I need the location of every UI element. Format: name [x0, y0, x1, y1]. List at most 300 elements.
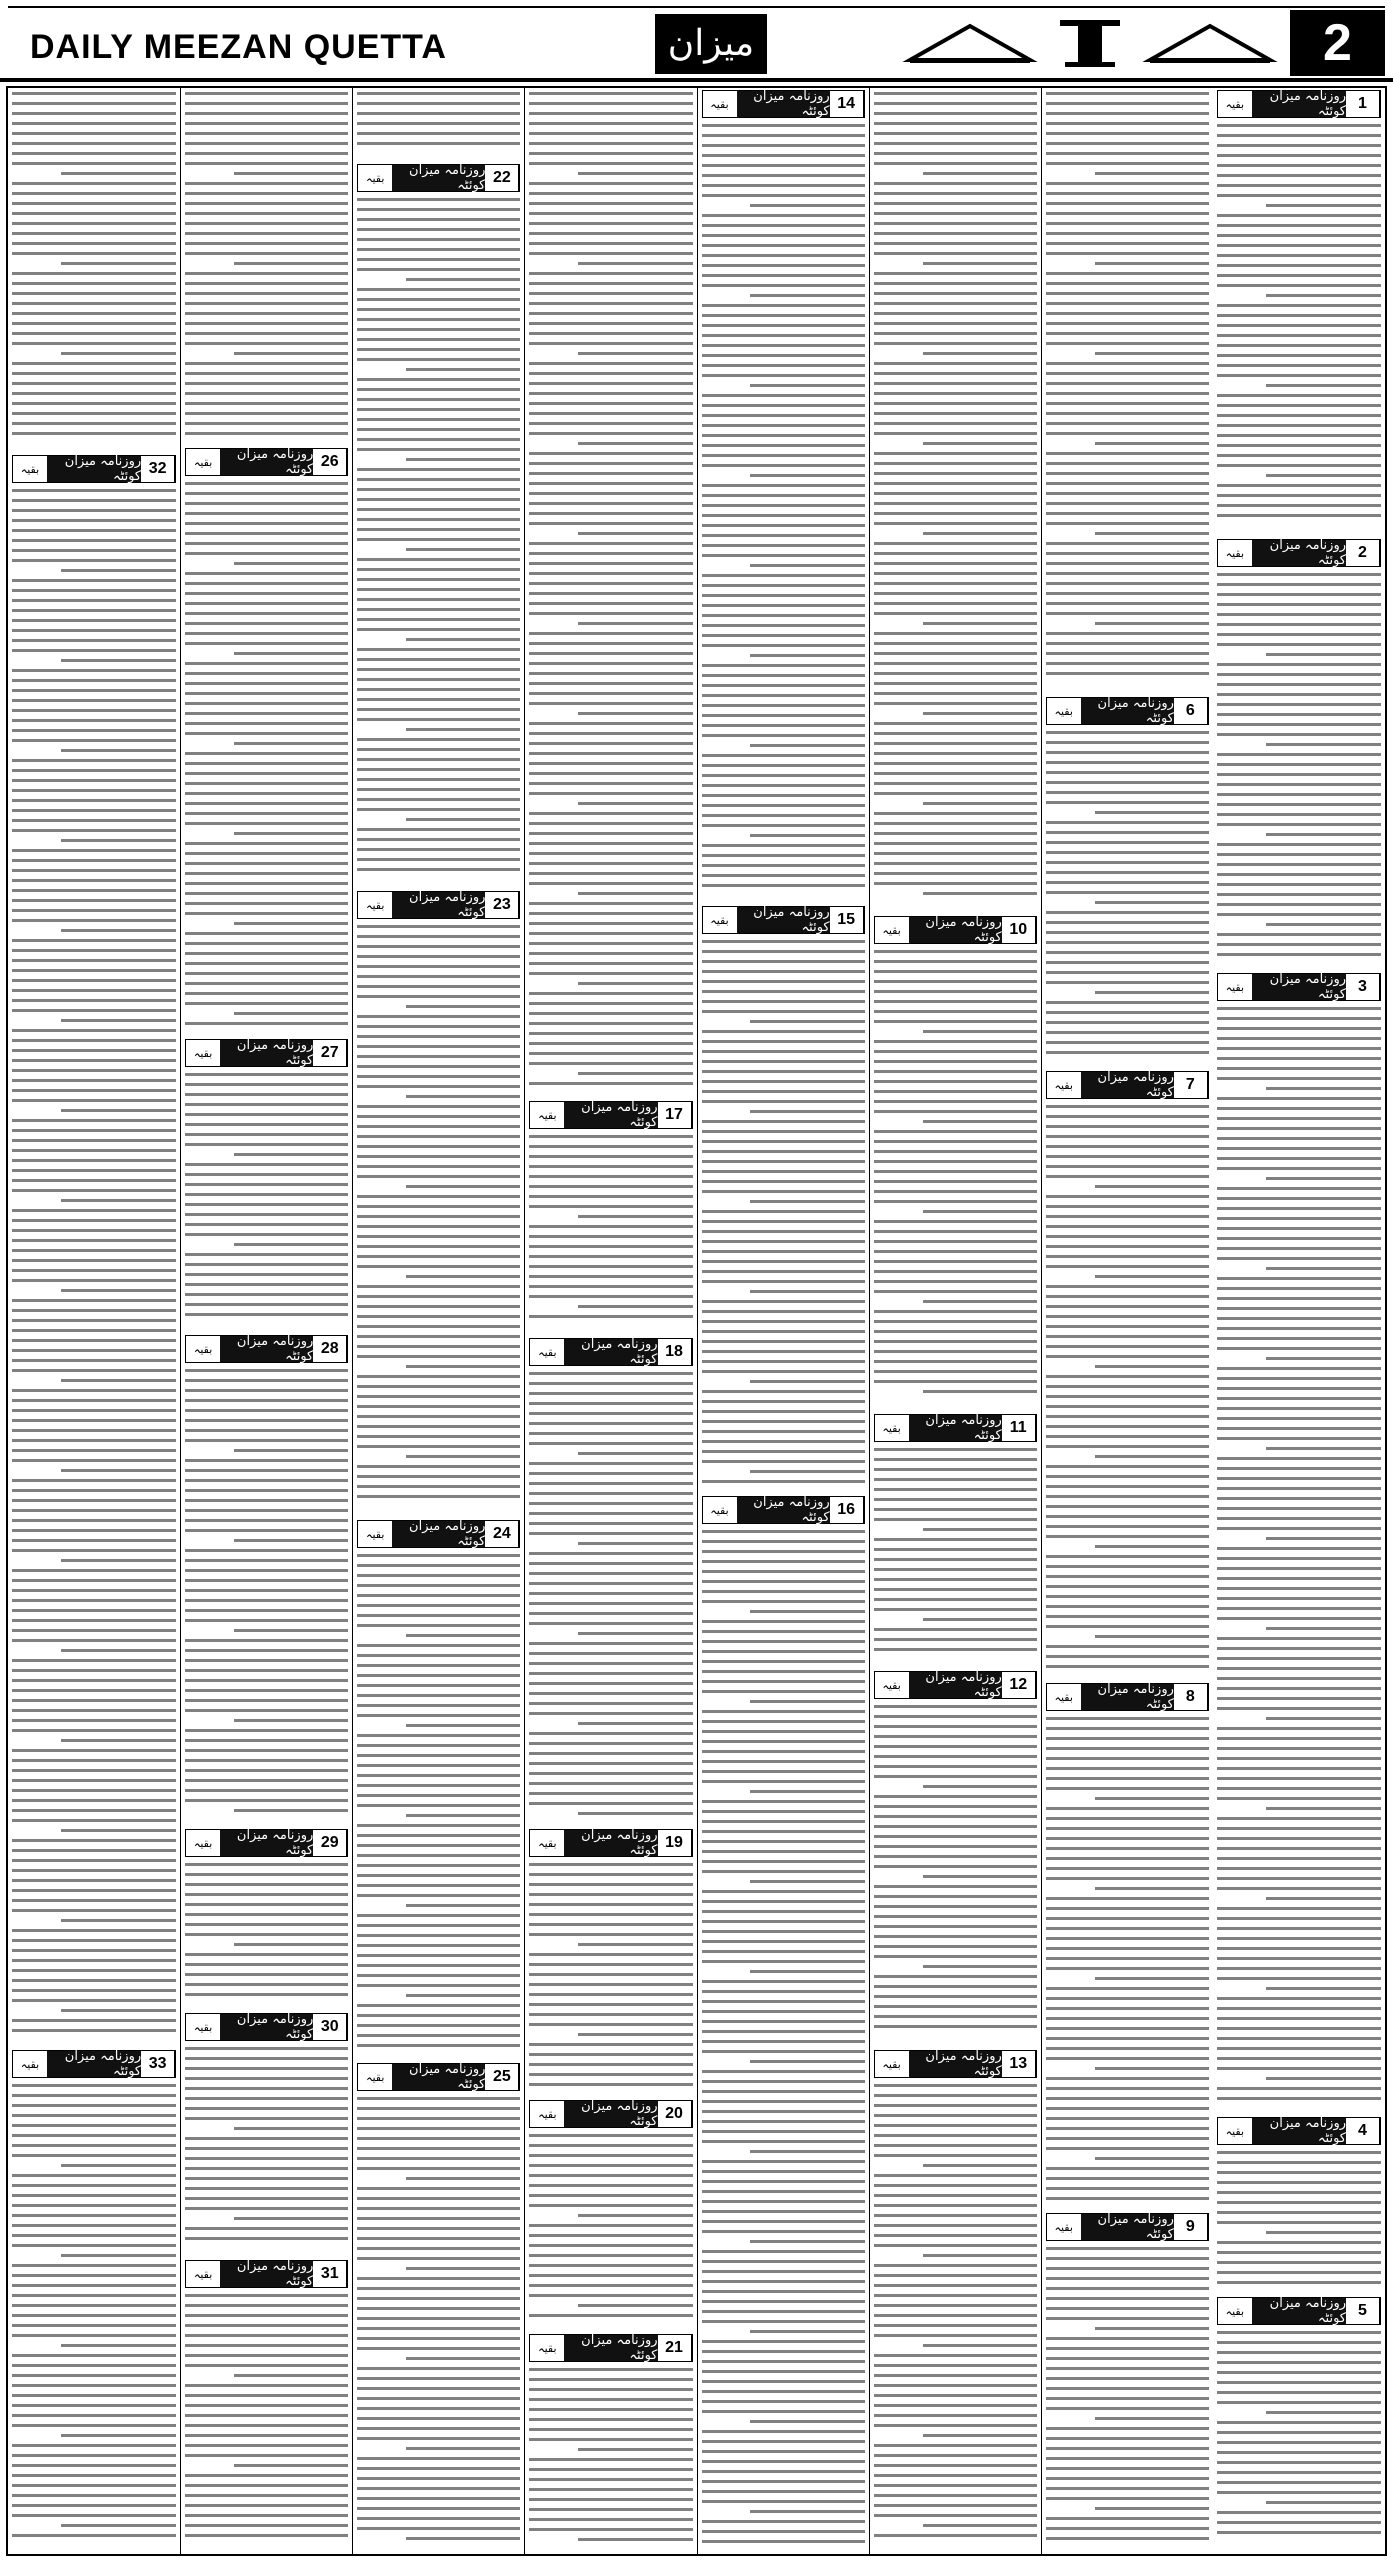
text-line: [750, 1470, 864, 1473]
continuation-number: 3: [1346, 974, 1380, 1000]
article-text: [12, 489, 176, 2044]
text-line: [874, 1775, 1037, 1778]
text-line: [12, 2444, 176, 2447]
text-line: [357, 448, 520, 451]
continuation-tag: بقیہ: [1047, 1684, 1081, 1710]
text-line: [185, 1549, 348, 1552]
text-line: [702, 980, 865, 983]
text-line: [702, 1360, 865, 1363]
text-line: [874, 1935, 1037, 1938]
text-line: [750, 2240, 864, 2243]
continuation-tag: بقیہ: [13, 456, 47, 482]
text-line: [1217, 324, 1381, 327]
text-line: [529, 1512, 692, 1515]
text-line: [529, 1532, 692, 1535]
text-line: [1046, 332, 1209, 335]
text-line: [12, 2029, 176, 2032]
text-line: [874, 202, 1037, 205]
text-line: [12, 2334, 176, 2337]
text-line: [874, 192, 1037, 195]
text-line: [185, 2414, 348, 2417]
article-text: [1046, 2247, 1209, 2550]
text-line: [1217, 1557, 1381, 1560]
text-line: [1046, 2477, 1209, 2480]
text-line: [874, 682, 1037, 685]
text-line: [1046, 1245, 1209, 1248]
text-line: [1046, 921, 1209, 924]
text-line: [1217, 2241, 1381, 2244]
continuation-label: روزنامہ میزان کوئٹہ: [1252, 974, 1346, 1000]
text-line: [702, 2520, 865, 2523]
text-line: [702, 2500, 865, 2503]
article-text: [357, 925, 520, 1514]
text-line: [702, 1770, 865, 1773]
text-line: [529, 2388, 692, 2391]
text-line: [1046, 871, 1209, 874]
text-line: [874, 692, 1037, 695]
text-line: [1046, 552, 1209, 555]
text-line: [185, 912, 348, 915]
text-line: [12, 649, 176, 652]
text-line: [185, 502, 348, 505]
text-line: [1217, 1137, 1381, 1140]
text-line: [702, 1650, 865, 1653]
text-line: [1046, 1155, 1209, 1158]
text-line: [185, 1639, 348, 1642]
text-line: [1046, 1847, 1209, 1850]
continuation-label: روزنامہ میزان کوئٹہ: [1081, 2214, 1174, 2240]
text-line: [234, 2127, 348, 2130]
text-line: [185, 1283, 348, 1286]
text-line: [357, 768, 520, 771]
text-line: [185, 632, 348, 635]
text-line: [1046, 1285, 1209, 1288]
text-line: [1217, 1847, 1381, 1850]
text-line: [702, 1980, 865, 1983]
text-line: [1217, 1157, 1381, 1160]
text-line: [1266, 743, 1381, 746]
continuation-number: 17: [658, 1102, 692, 1128]
text-line: [1217, 2401, 1381, 2404]
text-line: [1046, 1405, 1209, 1408]
text-line: [185, 2067, 348, 2070]
text-line: [874, 1250, 1037, 1253]
text-line: [874, 552, 1037, 555]
text-line: [357, 1934, 520, 1937]
text-line: [1046, 482, 1209, 485]
text-line: [61, 262, 176, 265]
text-line: [357, 248, 520, 251]
text-line: [702, 1840, 865, 1843]
text-line: [702, 784, 865, 787]
article-text: [1217, 2151, 1381, 2291]
text-line: [529, 2003, 692, 2006]
text-line: [12, 1719, 176, 1722]
text-line: [702, 554, 865, 557]
text-line: [874, 1090, 1037, 1093]
text-line: [1095, 991, 1209, 994]
continuation-header: [185, 1039, 348, 1067]
text-line: [1217, 2391, 1381, 2394]
text-line: [1095, 1635, 1209, 1638]
news-column: [1041, 88, 1213, 2554]
text-line: [874, 792, 1037, 795]
text-line: [529, 1412, 692, 1415]
text-line: [529, 1732, 692, 1735]
text-line: [702, 2530, 865, 2533]
text-line: [1217, 1387, 1381, 1390]
text-line: [874, 1805, 1037, 1808]
text-line: [406, 1095, 520, 1098]
text-line: [12, 719, 176, 722]
text-line: [185, 1993, 348, 1996]
text-line: [1046, 1295, 1209, 1298]
continuation-number: 1: [1346, 91, 1380, 117]
text-line: [529, 872, 692, 875]
text-line: [702, 990, 865, 993]
text-line: [185, 682, 348, 685]
text-line: [702, 664, 865, 667]
text-line: [12, 1669, 176, 1672]
text-line: [406, 818, 520, 821]
text-line: [702, 1050, 865, 1053]
text-line: [529, 392, 692, 395]
text-line: [357, 1495, 520, 1498]
text-line: [702, 764, 865, 767]
text-line: [12, 769, 176, 772]
text-line: [702, 1620, 865, 1623]
text-line: [702, 1950, 865, 1953]
text-line: [12, 979, 176, 982]
text-line: [874, 1000, 1037, 1003]
text-line: [874, 302, 1037, 305]
text-line: [1046, 392, 1209, 395]
text-line: [12, 1819, 176, 1822]
text-line: [1266, 923, 1381, 926]
text-line: [1046, 1195, 1209, 1198]
text-line: [1046, 1175, 1209, 1178]
text-line: [529, 1772, 692, 1775]
article-text: [529, 2134, 692, 2328]
text-line: [578, 1632, 692, 1635]
text-line: [1046, 2277, 1209, 2280]
text-line: [923, 2434, 1037, 2437]
text-line: [185, 152, 348, 155]
text-line: [357, 2287, 520, 2290]
text-line: [61, 1109, 176, 1112]
text-line: [1046, 1505, 1209, 1508]
text-line: [529, 2518, 692, 2521]
text-line: [12, 1999, 176, 2002]
text-line: [1217, 1317, 1381, 1320]
text-line: [185, 482, 348, 485]
text-line: [357, 428, 520, 431]
text-line: [1217, 304, 1381, 307]
text-line: [12, 1659, 176, 1662]
text-line: [874, 1458, 1037, 1461]
text-line: [357, 1734, 520, 1737]
text-line: [185, 1213, 348, 1216]
text-line: [185, 1303, 348, 1306]
text-line: [1217, 733, 1381, 736]
text-line: [406, 548, 520, 551]
text-line: [1095, 262, 1209, 265]
text-line: [357, 1205, 520, 1208]
text-line: [529, 752, 692, 755]
text-line: [1046, 1255, 1209, 1258]
text-line: [1217, 1577, 1381, 1580]
text-line: [529, 2134, 692, 2137]
text-line: [702, 414, 865, 417]
text-line: [61, 352, 176, 355]
text-line: [12, 1879, 176, 1882]
text-line: [12, 2404, 176, 2407]
text-line: [357, 1235, 520, 1238]
text-line: [750, 1880, 864, 1883]
text-line: [1046, 122, 1209, 125]
text-line: [1217, 2271, 1381, 2274]
text-line: [874, 2514, 1037, 2517]
text-line: [357, 2117, 520, 2120]
text-line: [1046, 851, 1209, 854]
text-line: [185, 1489, 348, 1492]
text-line: [406, 458, 520, 461]
text-line: [1217, 1477, 1381, 1480]
text-line: [1217, 1917, 1381, 1920]
text-line: [357, 418, 520, 421]
text-line: [185, 892, 348, 895]
article-text: [185, 1369, 348, 1823]
continuation-header: [529, 2334, 692, 2362]
text-line: [874, 1050, 1037, 1053]
text-line: [750, 564, 864, 567]
text-line: [12, 2464, 176, 2467]
text-line: [702, 884, 865, 887]
text-line: [357, 858, 520, 861]
text-line: [357, 468, 520, 471]
text-line: [185, 902, 348, 905]
text-line: [1217, 144, 1381, 147]
text-line: [702, 844, 865, 847]
text-line: [1217, 1197, 1381, 1200]
text-line: [1266, 1267, 1381, 1270]
text-line: [1217, 2211, 1381, 2214]
text-line: [529, 1052, 692, 1055]
text-line: [185, 1273, 348, 1276]
text-line: [1095, 172, 1209, 175]
text-line: [529, 822, 692, 825]
text-line: [874, 292, 1037, 295]
text-line: [1217, 1207, 1381, 1210]
text-line: [12, 1459, 176, 1462]
text-line: [874, 990, 1037, 993]
continuation-tag: بقیہ: [875, 1415, 909, 1441]
text-line: [874, 372, 1037, 375]
text-line: [12, 1709, 176, 1712]
text-line: [874, 1865, 1037, 1868]
text-line: [529, 992, 692, 995]
text-line: [12, 509, 176, 512]
text-line: [357, 1015, 520, 1018]
text-line: [874, 2374, 1037, 2377]
text-line: [874, 472, 1037, 475]
text-line: [750, 1110, 864, 1113]
text-line: [874, 1905, 1037, 1908]
text-line: [234, 1243, 348, 1246]
text-line: [529, 742, 692, 745]
continuation-label: روزنامہ میزان کوئٹہ: [1081, 698, 1174, 724]
text-line: [702, 254, 865, 257]
text-line: [702, 274, 865, 277]
text-line: [578, 532, 692, 535]
continuation-label: روزنامہ میزان کوئٹہ: [564, 1830, 657, 1856]
text-line: [1046, 1747, 1209, 1750]
text-line: [1046, 132, 1209, 135]
text-line: [12, 362, 176, 365]
text-line: [874, 832, 1037, 835]
text-line: [1046, 1807, 1209, 1810]
text-line: [529, 1612, 692, 1615]
text-line: [702, 2480, 865, 2483]
text-line: [12, 292, 176, 295]
text-line: [61, 2524, 176, 2527]
text-line: [874, 1765, 1037, 1768]
text-line: [702, 1830, 865, 1833]
text-line: [185, 382, 348, 385]
text-line: [185, 362, 348, 365]
text-line: [185, 292, 348, 295]
text-line: [1046, 222, 1209, 225]
text-line: [1046, 1767, 1209, 1770]
text-line: [185, 122, 348, 125]
text-line: [750, 294, 864, 297]
text-line: [357, 2247, 520, 2250]
text-line: [12, 1399, 176, 1402]
text-line: [1046, 2517, 1209, 2520]
text-line: [1046, 2337, 1209, 2340]
text-line: [12, 342, 176, 345]
text-line: [1217, 773, 1381, 776]
text-line: [1217, 1527, 1381, 1530]
text-line: [874, 2015, 1037, 2018]
text-line: [185, 782, 348, 785]
text-line: [12, 2314, 176, 2317]
text-line: [1217, 494, 1381, 497]
text-line: [1217, 2461, 1381, 2464]
continuation-header: [1217, 2297, 1381, 2325]
text-line: [702, 1600, 865, 1603]
text-line: [357, 1195, 520, 1198]
article-text: [185, 2047, 348, 2254]
text-line: [185, 592, 348, 595]
text-line: [185, 102, 348, 105]
text-line: [702, 1160, 865, 1163]
text-line: [185, 492, 348, 495]
text-line: [529, 2174, 692, 2177]
text-line: [702, 824, 865, 827]
text-line: [1046, 2177, 1209, 2180]
text-line: [1217, 1467, 1381, 1470]
text-line: [874, 1498, 1037, 1501]
text-line: [702, 674, 865, 677]
text-line: [750, 1020, 864, 1023]
text-line: [1217, 134, 1381, 137]
text-line: [702, 634, 865, 637]
text-line: [357, 2187, 520, 2190]
text-line: [529, 2488, 692, 2491]
text-line: [1046, 2487, 1209, 2490]
continuation-number: 15: [830, 907, 864, 933]
text-line: [12, 1629, 176, 1632]
text-line: [185, 1669, 348, 1672]
text-line: [923, 1528, 1037, 1531]
article-text: [1046, 1717, 1209, 2207]
text-line: [12, 1539, 176, 1542]
text-line: [12, 1249, 176, 1252]
continuation-header: [874, 916, 1037, 944]
text-line: [529, 2083, 692, 2086]
text-line: [702, 1390, 865, 1393]
text-line: [12, 869, 176, 872]
text-line: [529, 1983, 692, 1986]
text-line: [702, 774, 865, 777]
continuation-tag: بقیہ: [875, 917, 909, 943]
text-line: [1217, 1727, 1381, 1730]
text-line: [874, 2304, 1037, 2307]
text-line: [1046, 2087, 1209, 2090]
text-line: [234, 742, 348, 745]
text-line: [874, 2184, 1037, 2187]
text-line: [1217, 933, 1381, 936]
text-line: [529, 292, 692, 295]
text-line: [874, 512, 1037, 515]
continuation-tag: بقیہ: [530, 1339, 564, 1365]
text-line: [61, 2344, 176, 2347]
text-line: [1217, 224, 1381, 227]
text-line: [874, 812, 1037, 815]
text-line: [185, 1113, 348, 1116]
text-line: [702, 1960, 865, 1963]
text-line: [185, 692, 348, 695]
text-line: [1217, 1407, 1381, 1410]
text-line: [1266, 1177, 1381, 1180]
text-line: [12, 2304, 176, 2307]
text-line: [357, 2397, 520, 2400]
text-line: [702, 1670, 865, 1673]
text-line: [702, 2070, 865, 2073]
text-line: [1217, 234, 1381, 237]
text-line: [61, 1919, 176, 1922]
text-line: [357, 1345, 520, 1348]
text-line: [750, 654, 864, 657]
text-line: [874, 1578, 1037, 1581]
text-line: [357, 488, 520, 491]
text-line: [529, 1275, 692, 1278]
text-line: [406, 2357, 520, 2360]
text-line: [12, 1219, 176, 1222]
text-line: [702, 940, 865, 943]
text-line: [1046, 2247, 1209, 2250]
text-line: [874, 2025, 1037, 2028]
text-line: [12, 222, 176, 225]
text-line: [12, 2234, 176, 2237]
text-line: [578, 1215, 692, 1218]
continuation-tag: بقیہ: [358, 892, 392, 918]
text-line: [357, 1774, 520, 1777]
text-line: [357, 1924, 520, 1927]
continuation-tag: بقیہ: [530, 1830, 564, 1856]
text-line: [357, 2207, 520, 2210]
